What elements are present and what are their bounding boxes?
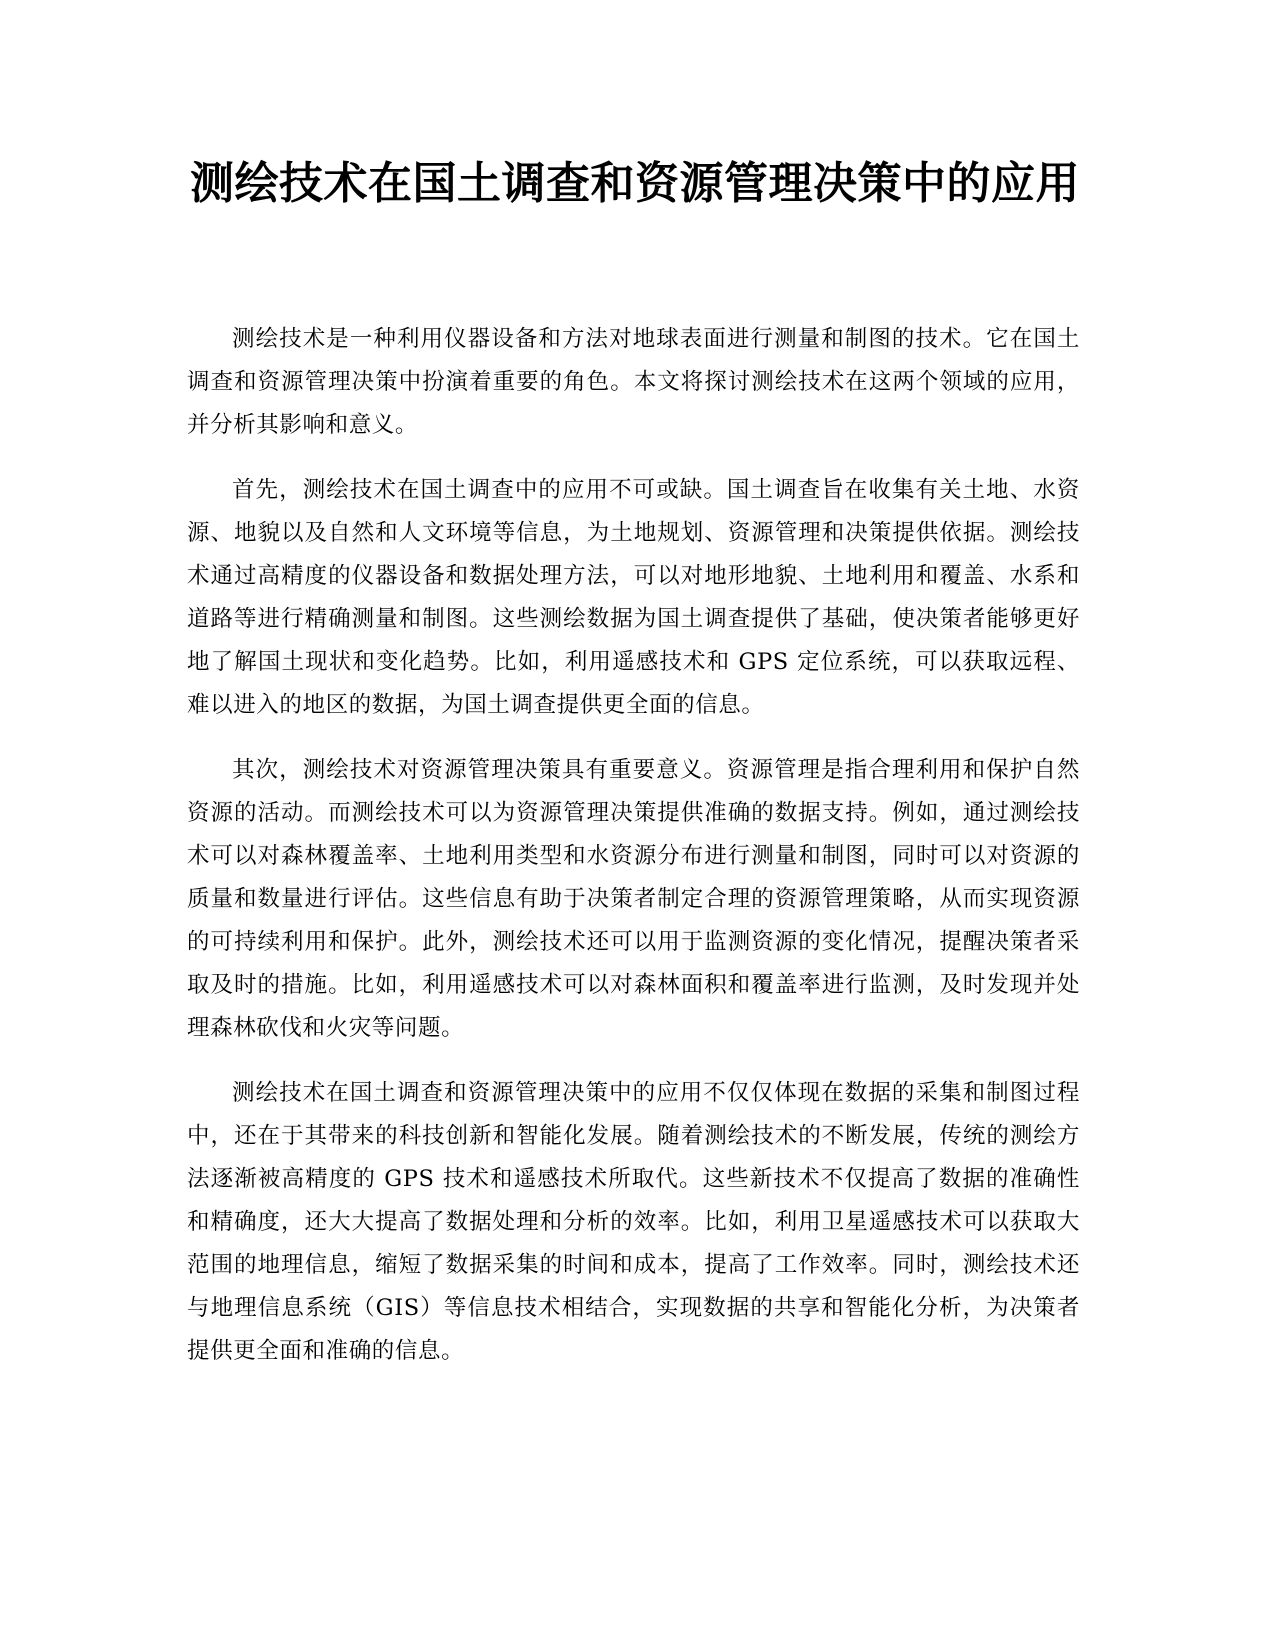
paragraph-1: 测绘技术是一种利用仪器设备和方法对地球表面进行测量和制图的技术。它在国土调查和资源管理决策中扮演着重要的角色。本文将探讨测绘技术在这两个领域的应用，并分析其影响和意义。 xyxy=(187,326,1080,438)
paragraph-4: 测绘技术在国土调查和资源管理决策中的应用不仅仅体现在数据的采集和制图过程中，还在于其带来的科技创新和智能化发展。随着测绘技术的不断发展，传统的测绘方法逐渐被高精度的 GPS 技术和遥感技术所取代。这些新技术不仅提高了数据的准确性和精确度，还大大提高了数据处理和分析的效率。比如，利用卫星遥感技术可以获取大范围的地理信息，缩短了数据采集的时间和成本，提高了工作效率。同时，测绘技术还与地理信息系统（GIS）等信息技术相结合，实现数据的共享和智能化分析，为决策者提供更全面和准确的信息。 xyxy=(187,1080,1080,1364)
document-body xyxy=(187,318,1080,1395)
paragraph-3: 其次，测绘技术对资源管理决策具有重要意义。资源管理是指合理利用和保护自然资源的活动。而测绘技术可以为资源管理决策提供准确的数据支持。例如，通过测绘技术可以对森林覆盖率、土地利用类型和水资源分布进行测量和制图，同时可以对资源的质量和数量进行评估。这些信息有助于决策者制定合理的资源管理策略，从而实现资源的可持续利用和保护。此外，测绘技术还可以用于监测资源的变化情况，提醒决策者采取及时的措施。比如，利用遥感技术可以对森林面积和覆盖率进行监测，及时发现并处理森林砍伐和火灾等问题。 xyxy=(187,757,1080,1041)
paragraph-2: 首先，测绘技术在国土调查中的应用不可或缺。国土调查旨在收集有关土地、水资源、地貌以及自然和人文环境等信息，为土地规划、资源管理和决策提供依据。测绘技术通过高精度的仪器设备和数据处理方法，可以对地形地貌、土地利用和覆盖、水系和道路等进行精确测量和制图。这些测绘数据为国土调查提供了基础，使决策者能够更好地了解国土现状和变化趋势。比如，利用遥感技术和 GPS 定位系统，可以获取远程、难以进入的地区的数据，为国土调查提供更全面的信息。 xyxy=(187,477,1080,718)
document-title: 测绘技术在国土调查和资源管理决策中的应用 xyxy=(190,158,1080,209)
